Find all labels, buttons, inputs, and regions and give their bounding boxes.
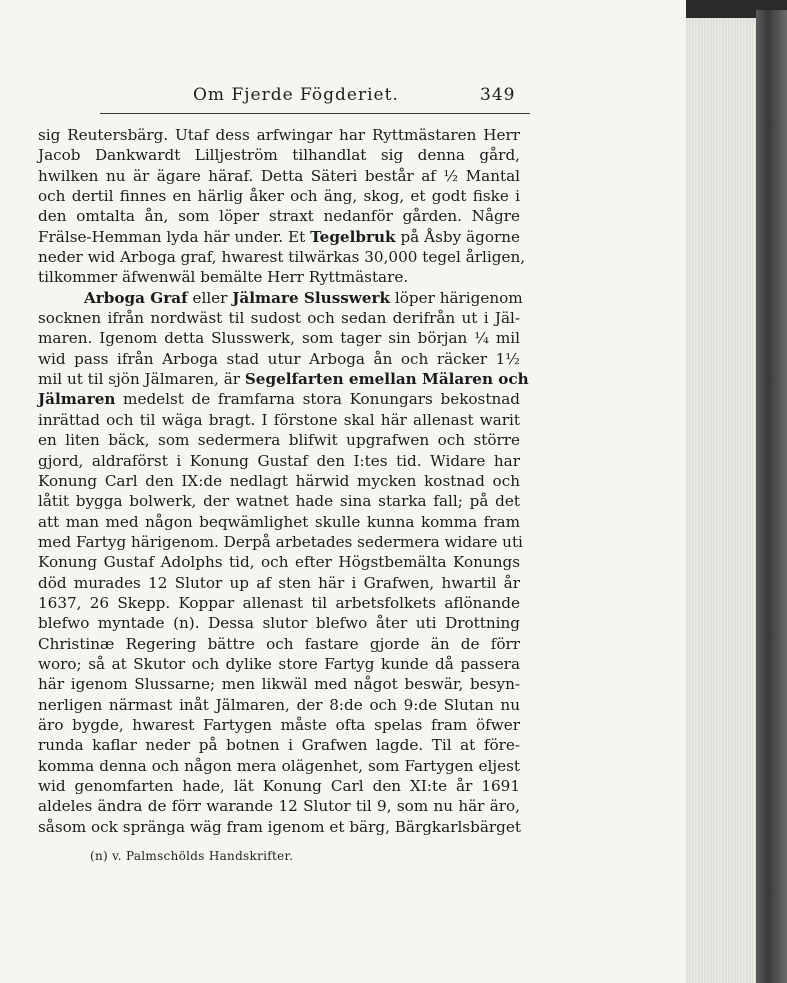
text-line — [38, 715, 520, 735]
bold-term: Jälmaren — [38, 390, 116, 409]
running-title: Om Fjerde Fögderiet. — [193, 85, 399, 105]
bold-term: Arboga Graf — [84, 288, 188, 307]
text-segment: den omtalta ån, som löper straxt nedanför gården. Någre — [38, 207, 520, 226]
text-segment: runda kaflar neder på botnen i Grafwen lagde. Til at före- — [38, 736, 520, 755]
text-segment: på Åsby ägorne — [395, 227, 520, 246]
text-line — [38, 206, 520, 226]
text-segment: såsom ock spränga wäg fram igenom et bärg, Bärgkarlsbärget — [38, 817, 521, 836]
text-line — [38, 817, 520, 837]
text-segment: wid genomfarten hade, lät Konung Carl den XI:te år 1691 — [38, 777, 520, 795]
text-segment: blefwo myntade (n). Dessa slutor blefwo åter uti Drottning — [38, 614, 520, 633]
text-segment: att man med någon beqwämlighet skulle kunna komma fram — [38, 512, 520, 531]
text-line — [38, 654, 520, 674]
page-number: 349 — [480, 85, 516, 105]
text-line — [38, 735, 520, 755]
text-line — [38, 288, 523, 308]
text-segment: woro; så at Skutor och dylike store Fartyg kunde då passera — [38, 654, 520, 673]
bold-term: Jälmare Slusswerk — [232, 288, 391, 307]
text-line — [38, 756, 520, 776]
text-line — [38, 451, 520, 471]
text-line — [38, 573, 520, 593]
text-segment: med Fartyg härigenom. Derpå arbetades sedermera widare uti — [38, 532, 523, 551]
book-cover-edge — [756, 10, 787, 983]
text-segment: mil ut til sjön Jälmaren, är — [38, 370, 245, 389]
text-segment: nerligen närmast inåt Jälmaren, der 8:de och 9:de Slutan nu — [38, 695, 520, 714]
text-line — [38, 512, 520, 532]
text-segment: en liten bäck, som sedermera blifwit upgrafwen och större — [38, 431, 520, 450]
text-segment: socknen ifrån nordwäst til sudost och sedan derifrån ut i Jäl- — [38, 309, 520, 328]
text-segment: Jacob Dankwardt Lilljeström tilhandlat sig denna gård, — [38, 146, 520, 165]
text-line — [38, 410, 520, 430]
text-line — [38, 796, 520, 816]
text-segment: wid pass ifrån Arboga stad utur Arboga ån och räcker 1½ — [38, 349, 520, 368]
text-line — [38, 695, 520, 715]
text-line — [38, 552, 520, 572]
text-line — [38, 593, 520, 613]
text-line — [38, 532, 523, 552]
text-line — [38, 308, 520, 328]
running-header — [100, 85, 530, 109]
text-line — [38, 166, 520, 186]
text-line — [38, 471, 520, 491]
text-line — [38, 776, 520, 796]
page-stack-edge — [686, 8, 756, 983]
text-line — [38, 491, 520, 511]
text-line — [38, 349, 520, 369]
text-segment: och dertil finnes en härlig åker och äng, skog, et godt fiske i — [38, 187, 520, 206]
body-text — [38, 125, 529, 837]
text-segment: komma denna och någon mera olägenhet, som Fartygen eljest — [38, 756, 520, 775]
text-segment: död murades 12 Slutor up af sten här i Grafwen, hwartil år — [38, 573, 520, 592]
text-segment: äro bygde, hwarest Fartygen måste ofta spelas fram öfwer — [38, 715, 520, 734]
text-segment: aldeles ändra de förr warande 12 Slutor til 9, som nu här äro, — [38, 797, 520, 816]
text-segment: medelst de framfarna stora Konungars bekostnad — [115, 390, 520, 409]
text-line — [38, 389, 520, 409]
text-line — [38, 634, 520, 654]
text-segment: Christinæ Regering bättre och fastare gjorde än de förr — [38, 634, 520, 653]
text-segment: tilkommer äfwenwäl bemälte Herr Ryttmästare. — [38, 268, 409, 287]
text-segment: 1637, 26 Skepp. Koppar allenast til arbetsfolkets aflönande — [38, 593, 520, 612]
text-line — [38, 125, 520, 145]
text-line — [38, 227, 520, 247]
text-line — [38, 186, 520, 206]
footnote: (n) v. Palmschölds Handskrifter. — [90, 849, 294, 863]
text-segment: sig Reutersbärg. Utaf dess arfwingar har Ryttmästaren Herr — [38, 126, 520, 144]
header-rule — [100, 113, 530, 114]
text-segment: låtit bygga bolwerk, der watnet hade sina starka fall; på det — [38, 492, 520, 511]
bold-term: Tegelbruk — [310, 227, 396, 246]
text-line — [38, 247, 526, 267]
text-segment: inrättad och til wäga bragt. I förstone skal här allenast warit — [38, 410, 520, 429]
text-line — [38, 674, 520, 694]
text-segment: eller — [187, 288, 233, 307]
text-segment: Konung Carl den IX:de nedlagt härwid mycken kostnad och — [38, 471, 520, 490]
text-line — [38, 369, 529, 389]
text-line — [38, 430, 520, 450]
text-line — [38, 267, 520, 287]
text-segment: Frälse-Hemman lyda här under. Et — [38, 227, 311, 246]
text-line — [38, 613, 520, 633]
text-segment: här igenom Slussarne; men likwäl med något beswär, besyn- — [38, 675, 520, 694]
text-segment: Konung Gustaf Adolphs tid, och efter Högstbemälta Konungs — [38, 553, 520, 572]
text-line — [38, 145, 520, 165]
text-segment: löper härigenom — [390, 288, 523, 307]
text-segment: neder wid Arboga graf, hwarest tilwärkas 30,000 tegel årligen, — [38, 248, 526, 267]
text-line — [38, 328, 520, 348]
text-segment: gjord, aldraförst i Konung Gustaf den I:tes tid. Widare har — [38, 451, 520, 470]
bold-term: Segelfarten emellan Mälaren och — [244, 370, 529, 389]
text-segment: hwilken nu är ägare häraf. Detta Säteri består af ½ Mantal — [38, 166, 520, 185]
text-segment: maren. Igenom detta Slusswerk, som tager sin början ¼ mil — [38, 329, 520, 348]
